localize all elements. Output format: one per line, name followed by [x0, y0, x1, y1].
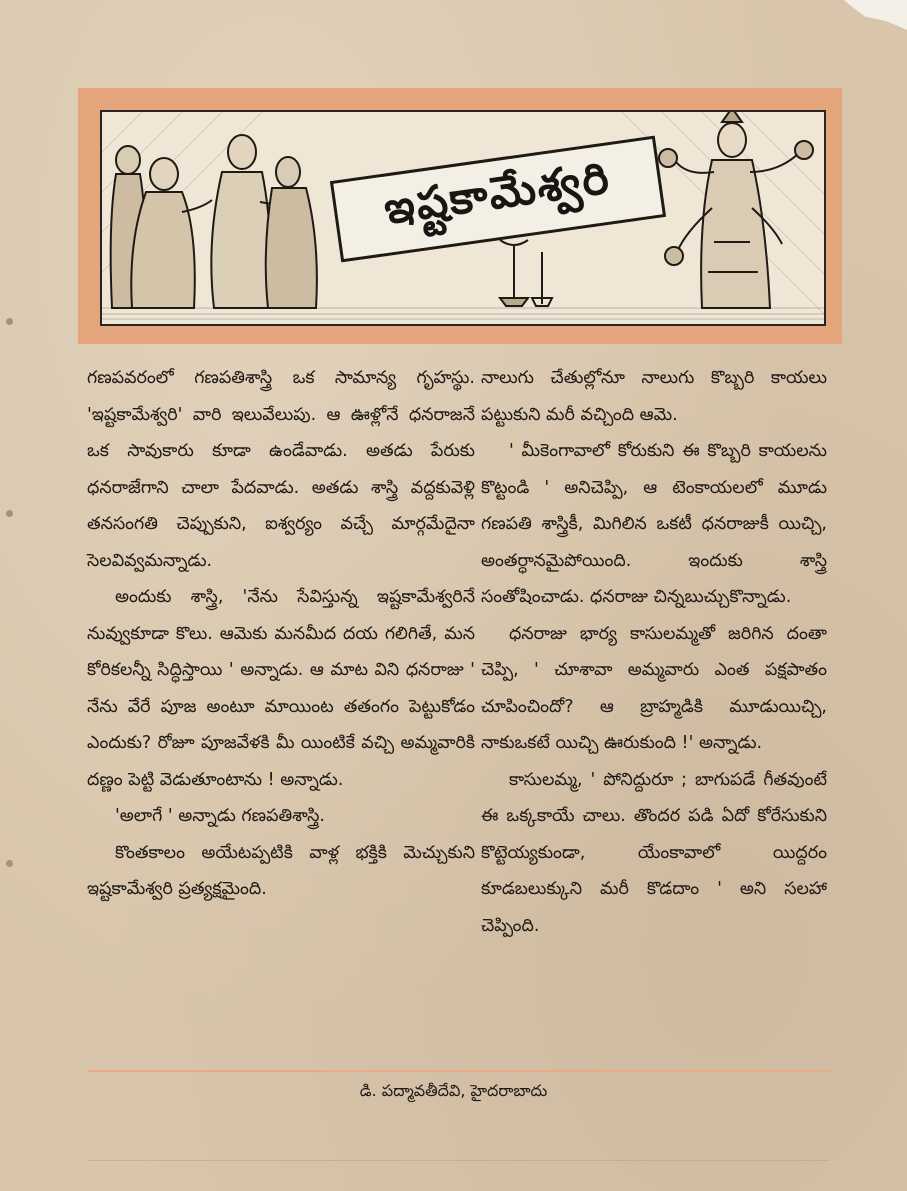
- title-banner: [78, 88, 842, 344]
- binding-hole: [6, 318, 13, 325]
- paragraph: అందుకు శాస్త్రి, 'నేను సేవిస్తున్న ఇష్టకామేశ్వరినే నువ్వుకూడా కొలు. ఆమెకు మనమీద దయ గలిగితే, మన కోరికలన్నీ సిద్ధిస్తాయి ' అన్నాడు. ఆ మాట విని ధనరాజు ' నేను వేరే పూజ అంటూ మాయింట తతంగం పెట్టుకోడం ఎందుకు? రోజూ పూజవేళకి మీ యింటికే వచ్చి అమ్మవారికి దణ్ణం పెట్టి వెడుతూంటాను ! అన్నాడు.: [87, 587, 475, 790]
- paragraph: కాసులమ్మ, ' పోనిద్దురూ ; బాగుపడే గీతవుంటే ఈ ఒక్కకాయే చాలు. తొందర పడి ఏదో కోరేసుకుని కొట్టెయ్యకుండా, యేంకావాలో యిద్దరం కూడబలుక్కుని మరీ కొడదాం ' అని సలహా చెప్పింది.: [481, 769, 827, 936]
- binding-hole: [6, 510, 13, 517]
- paragraph: ' మీకెంగావాలో కోరుకుని ఈ కొబ్బరి కాయలను కొట్టండి ' అనిచెప్పి, ఆ టెంకాయలలో మూడు గణపతి శాస్త్రికీ, మిగిలిన ఒకటీ ధనరాజుకీ యిచ్చి, అంతర్ధానమైపోయింది. ఇందుకు శాస్త్రి సంతోషించాడు. ధనరాజు చిన్నబుచ్చుకొన్నాడు.: [481, 441, 827, 607]
- right-column: [481, 360, 827, 944]
- banner-illustration: [100, 110, 826, 326]
- story-title: ఇష్టకామేశ్వరి: [380, 152, 614, 235]
- author-credit: డి. పద్మావతీదేవి, హైదరాబాదు: [359, 1081, 548, 1100]
- paragraph: నాలుగు చేతుల్లోనూ నాలుగు కొబ్బరి కాయలు పట్టుకుని మరీ వచ్చింది ఆమె.: [481, 368, 827, 425]
- paragraph: ధనరాజు భార్య కాసులమ్మతో జరిగిన దంతా చెప్పి, ' చూశావా అమ్మవారు ఎంత పక్షపాతం చూపించిందో? ఆ బ్రాహ్మడికి మూడుయిచ్చి, నాకుఒకటే యిచ్చి ఊరుకుంది !' అన్నాడు.: [481, 623, 827, 753]
- torn-corner: [837, 0, 907, 30]
- footer-divider: [88, 1070, 830, 1072]
- bottom-rule: [88, 1160, 830, 1161]
- left-column: [87, 360, 475, 908]
- devotees-drawing: [111, 135, 317, 308]
- goddess-drawing: [659, 112, 813, 308]
- binding-hole: [6, 860, 13, 867]
- paragraph: 'అలాగే ' అన్నాడు గణపతిశాస్త్రి.: [115, 806, 325, 826]
- paragraph: గణపవరంలో గణపతిశాస్త్రి ఒక సామాన్య గృహస్థు. 'ఇష్టకామేశ్వరి' వారి ఇలువేలుపు. ఆ ఊళ్లోనే ధనరాజనే ఒక సావుకారు కూడా ఉండేవాడు. అతడు పేరుకు ధనరాజేగాని చాలా పేదవాడు. అతడు శాస్త్రి వద్దకువెళ్లి తనసంగతి చెప్పుకుని, ఐశ్వర్యం వచ్చే మార్గమేదైనా సెలవివ్వమన్నాడు.: [87, 368, 475, 571]
- paragraph: కొంతకాలం అయేటప్పటికి వాళ్ల భక్తికి మెచ్చుకుని ఇష్టకామేశ్వరి ప్రత్యక్షమైంది.: [87, 842, 475, 899]
